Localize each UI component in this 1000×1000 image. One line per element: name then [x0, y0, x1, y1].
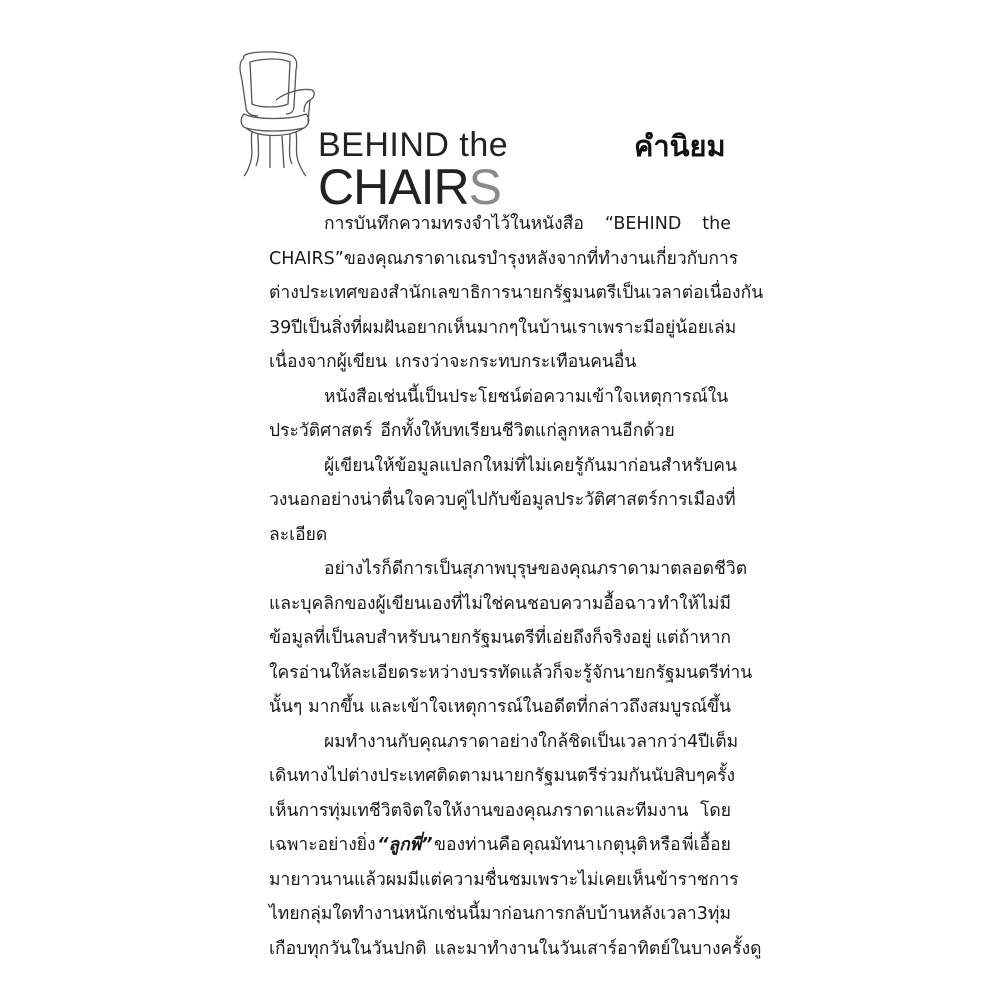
text-word: the — [702, 214, 731, 234]
text-word: หนังสือเช่นนี้เป็นประโยชน์ต่อความเข้าใจเหตุการณ์ใน — [324, 386, 729, 407]
text-word: ครั้ง — [705, 766, 736, 786]
text-line — [269, 242, 739, 277]
text-word: มายาวนานแล้ว — [269, 869, 386, 890]
text-word: ปีเต็ม — [698, 731, 739, 752]
text-word: 3 — [696, 904, 708, 924]
text-word: เกตุนุติ — [596, 835, 648, 855]
text-word: ปี — [291, 317, 303, 338]
text-word: ในบ้านเราเพราะมีอยู่น้อยเล่ม — [518, 317, 737, 338]
text-word: ละเอียด — [269, 524, 328, 545]
text-line — [269, 897, 731, 932]
text-word: อย่างไรก็ดีการเป็นสุภาพบุรุษของคุณภราดามาตลอดชีวิต — [324, 559, 748, 579]
text-word: เณรบำรุง — [454, 248, 526, 269]
text-line — [269, 794, 731, 829]
text-word: เกรงว่าจะกระทบกระเทือนคนอื่น — [394, 352, 637, 372]
text-word: เดินทางไปต่างประเทศ — [269, 766, 437, 786]
text-word: “BEHIND — [604, 214, 682, 234]
text-line — [269, 414, 731, 449]
armchair-outline-icon — [230, 48, 320, 178]
text-word: CHAIRS” — [269, 248, 344, 269]
text-line — [269, 690, 731, 725]
text-word: การกลับบ้านหลังเวลา — [534, 904, 697, 924]
text-word: ของท่านคือ — [434, 835, 521, 855]
book-logo — [230, 48, 520, 215]
text-word: หลังจากที่ทำงานเกี่ยวกับการ — [525, 248, 739, 269]
text-word: และมาทำงานในวันเสาร์อาทิตย์ในบางครั้งดู — [434, 938, 762, 959]
text-word: นั้นๆ — [269, 697, 303, 717]
logo-title-line1: BEHIND the — [318, 126, 509, 164]
text-line — [269, 863, 739, 898]
text-line — [269, 311, 737, 346]
logo-title-line2 — [318, 159, 501, 215]
text-word: เนื่องจากผู้เขียน — [269, 352, 388, 372]
logo-title-chair: CHAIR — [318, 159, 469, 215]
text-word: ทำให้ไม่มี — [657, 593, 731, 614]
text-word: ทุ่ม — [707, 904, 731, 924]
text-word: “ลูกพี่” — [377, 835, 433, 855]
text-line — [269, 725, 739, 760]
text-word: 39 — [269, 317, 292, 338]
text-word: เฉพาะอย่างยิ่ง — [269, 835, 376, 855]
text-word: ของ — [343, 248, 375, 269]
text-line — [269, 483, 736, 518]
text-word: มากขึ้น — [308, 697, 364, 717]
text-word: ประวัติศาสตร์ — [269, 421, 373, 441]
text-word: วงนอกอย่างน่าตื่นใจ — [269, 490, 424, 510]
text-line — [269, 380, 731, 415]
text-line — [269, 552, 748, 587]
text-word: เกือบทุกวันในวันปกติ — [269, 938, 427, 959]
text-line — [269, 828, 731, 863]
text-word: อีกทั้งให้บทเรียนชีวิตแก่ลูกหลานอีกด้วย — [380, 421, 675, 441]
text-word: ผมมีแต่ความชื่นชมเพราะไม่เคยเห็นข้าราชการ — [385, 869, 739, 890]
text-line — [269, 932, 762, 967]
text-word: แต่ถ้าหาก — [655, 628, 731, 648]
text-word: เป็นสิ่งที่ผมฝันอยากเห็นมากๆ — [302, 317, 519, 338]
text-line — [269, 656, 753, 691]
text-word: ติดตามนายกรัฐมนตรีร่วมกันนับสิบๆ — [436, 766, 706, 786]
text-word: พี่เอื้อย — [682, 835, 731, 855]
text-line — [269, 449, 737, 484]
text-line — [269, 621, 731, 656]
text-word: ต่างประเทศของสำนักเลขาธิการนายกรัฐมนตรีเป็นเวลาต่อเนื่องกัน — [269, 283, 764, 303]
text-word: ไทยกลุ่มใดทำงานหนักเช่นนี้มาก่อน — [269, 904, 535, 924]
text-word: ผมทำงานกับคุณภราดาอย่างใกล้ชิดเป็นเวลากว่า — [324, 731, 687, 752]
text-word: 4 — [687, 731, 699, 752]
page-heading: คำนิยม — [634, 129, 726, 163]
text-line — [269, 345, 731, 380]
text-word: ผู้เขียนให้ข้อมูลแปลกใหม่ที่ไม่เคยรู้กันมาก่อนสำหรับคน — [324, 455, 737, 476]
text-word: และเข้าใจเหตุการณ์ในอดีตที่กล่าวถึงสมบูรณ์ขึ้น — [369, 697, 731, 717]
text-word: ใครอ่านให้ละเอียดระหว่างบรรทัดแล้วก็จะรู้จักนายกรัฐมนตรีท่าน — [269, 662, 753, 683]
text-word: ข้อมูลที่เป็นลบสำหรับนายกรัฐมนตรีที่เอ่ยถึงก็จริงอยู่ — [269, 628, 652, 648]
text-word: ควบคู่ไปกับข้อมูลประวัติศาสตร์การเมืองที่ — [423, 490, 736, 510]
foreword-body — [269, 207, 764, 966]
text-line — [269, 759, 736, 794]
text-line — [269, 276, 764, 311]
text-word: หรือ — [649, 835, 681, 855]
text-word: โดย — [699, 800, 731, 821]
text-line — [269, 518, 731, 553]
text-word: เห็นการทุ่มเทชีวิตจิตใจให้งานของคุณภราดาและทีมงาน — [269, 800, 689, 821]
text-line — [269, 587, 731, 622]
text-word: คุณภราดา — [374, 248, 455, 269]
logo-title-accent-s: S — [468, 159, 501, 215]
text-word: และบุคลิกของผู้เขียนเองที่ไม่ใช่คนชอบความอื้อฉาว — [269, 593, 656, 614]
text-word: คุณมัทนา — [522, 835, 595, 855]
text-line — [269, 207, 731, 242]
text-word: การบันทึกความทรงจำไว้ในหนังสือ — [324, 214, 584, 234]
